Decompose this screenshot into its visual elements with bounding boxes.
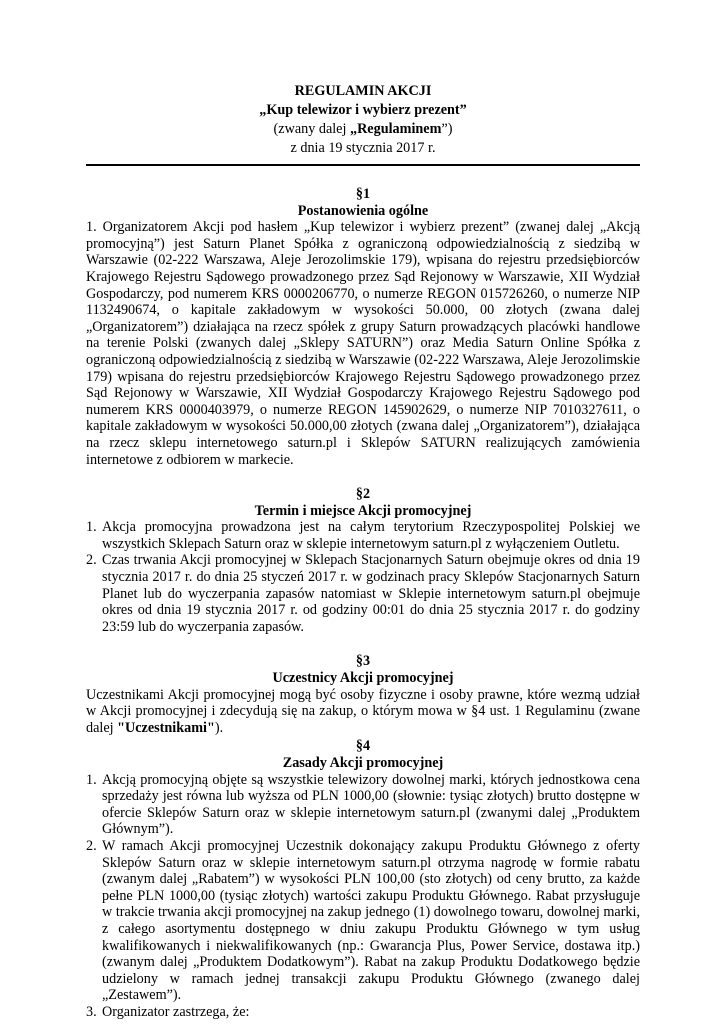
list-item-text: Organizator zastrzega, że:	[102, 1003, 250, 1020]
list-item	[86, 552, 640, 635]
list-item-text: Czas trwania Akcji promocyjnej w Sklepach Stacjonarnych Saturn obejmuje okres od dnia 19 stycznia 2017 r. do dnia 25 styczeń 2017 r. w godzinach pracy Sklepów Stacjonarnych Saturn Planet lub do wyczerpania zapasów natomiast w Sklepie internetowym saturn.pl obejmuje okres od dnia 19 stycznia 2017 r. od godziny 00:01 do dnia 25 stycznia 2017 r. do godziny 23:59 lub do wyczerpania zapasów.	[102, 552, 640, 635]
list-item	[86, 519, 640, 552]
list-item	[86, 772, 640, 838]
list-item-text: W ramach Akcji promocyjnej Uczestnik dokonający zakupu Produktu Głównego z oferty Sklepów Saturn oraz w sklepie internetowym saturn.pl otrzyma nagrodę w formie rabatu (zwanym dalej „Rabatem”) w wysokości PLN 100,00 (sto złotych) od ceny brutto, za każde pełne PLN 1000,00 (tysiąc złotych) wartości zakupu Produktu Głównego. Rabat przysługuje w trakcie trwania akcji promocyjnej na zakup jednego (1) dowolnego towaru, dowolnej marki, z całego asortymentu dostępnego w dniu zakupu Produktu Głównego w tym usług kwalifikowanych i niekwalifikowanych (np.: Gwarancja Plus, Power Service, dostawa itp.) (zwanym dalej „Produktem Dodatkowym”). Rabat na zakup Produktu Dodatkowego będzie udzielony w ramach jednej transakcji zakupu Produktu Głównego (zwanego dalej „Zestawem”).	[102, 837, 640, 1004]
document-date: z dnia 19 stycznia 2017 r.	[290, 140, 436, 156]
section-4	[86, 738, 640, 1020]
section-3	[86, 653, 640, 736]
section-number: §3	[355, 653, 371, 670]
called-prefix: (zwany dalej	[273, 121, 350, 137]
section-title: Zasady Akcji promocyjnej	[282, 755, 444, 771]
list-item-number: 1.	[86, 519, 97, 536]
section-paragraph	[86, 687, 640, 737]
list-item	[86, 1004, 640, 1021]
paragraph-text: Uczestnikami Akcji promocyjnej mogą być osoby fizyczne i osoby prawne, które wezmą udział w Akcji promocyjnej i zdecydują się na zakup, o którym mowa w §4 ust. 1 Regulaminu (zwane dalej	[86, 686, 640, 736]
list-item-text: Akcja promocyjna prowadzona jest na całym terytorium Rzeczypospolitej Polskiej we wszystkich Sklepach Saturn oraz w sklepie internetowym saturn.pl z wyłączeniem Outletu.	[102, 519, 640, 552]
document-title: REGULAMIN AKCJI	[294, 83, 432, 99]
list-item-number: 2.	[86, 837, 97, 854]
called-name: „Regulaminem	[349, 121, 442, 137]
document-header	[86, 82, 640, 158]
regulation-document	[86, 82, 640, 1021]
list-item-number: 2.	[86, 552, 97, 569]
list-item-text: Akcją promocyjną objęte są wszystkie telewizory dowolnej marki, których jednostkowa cena sprzedaży jest równa lub wyższa od PLN 1000,00 (słownie: tysiąc złotych) brutto dostępne w ofercie Sklepów Saturn oraz w sklepie internetowym saturn.pl (zwanymi dalej „Produktem Głównym”).	[102, 771, 640, 838]
section-list	[86, 772, 640, 1021]
list-item-number: 1.	[86, 771, 97, 788]
section-number: §4	[355, 738, 371, 755]
defined-term: "Uczestnikami"	[117, 719, 215, 736]
section-1	[86, 186, 640, 468]
section-title: Uczestnicy Akcji promocyjnej	[272, 670, 454, 687]
section-list	[86, 519, 640, 635]
list-item	[86, 838, 640, 1004]
paragraph-end: ).	[214, 719, 224, 736]
promotion-name: „Kup telewizor i wybierz prezent”	[259, 102, 467, 118]
called-line	[86, 120, 640, 139]
header-divider	[86, 164, 640, 166]
list-item-number: 3.	[86, 1003, 97, 1020]
called-suffix: ”)	[441, 121, 453, 137]
section-title: Postanowienia ogólne	[297, 202, 429, 219]
section-title: Termin i miejsce Akcji promocyjnej	[254, 502, 472, 519]
section-2	[86, 486, 640, 635]
section-number: §2	[355, 486, 371, 503]
section-paragraph: 1. Organizatorem Akcji pod hasłem „Kup telewizor i wybierz prezent” (zwanej dalej „Akcją promocyjną”) jest Saturn Planet Spółka z ograniczoną odpowiedzialnością z siedzibą w Warszawie (02-222 Warszawa, Aleje Jerozolimskie 179), wpisana do rejestru przedsiębiorców Krajowego Rejestru Sądowego prowadzonego przez Sąd Rejonowy w Warszawie, XII Wydział Gospodarczy, pod numerem KRS 0000206770, o numerze REGON 015726260, o numerze NIP 1132490674, o kapitale zakładowym w wysokości 50.000, 00 złotych (zwana dalej „Organizatorem”) działająca na rzecz spółek z grupy Saturn prowadzących placówki handlowe na terenie Polski (zwanych dalej „Sklepy SATURN”) oraz Media Saturn Online Spółka z ograniczoną odpowiedzialnością z siedzibą w Warszawie (02-222 Warszawa, Aleje Jerozolimskie 179) wpisana do rejestru przedsiębiorców Krajowego Rejestru Sądowego prowadzonego przez Sąd Rejonowy w Warszawie, XII Wydział Gospodarczy Krajowego Rejestru Sądowego pod numerem KRS 0000403979, o numerze REGON 145902629, o numerze NIP 7010327611, o kapitale zakładowym w wysokości 50.000,00 złotych (zwana dalej „Organizatorem”), działająca na rzecz sklepu internetowego saturn.pl i Sklepów SATURN realizujących zamówienia internetowe z odbiorem w markecie.	[86, 219, 640, 468]
section-number: §1	[355, 186, 371, 202]
